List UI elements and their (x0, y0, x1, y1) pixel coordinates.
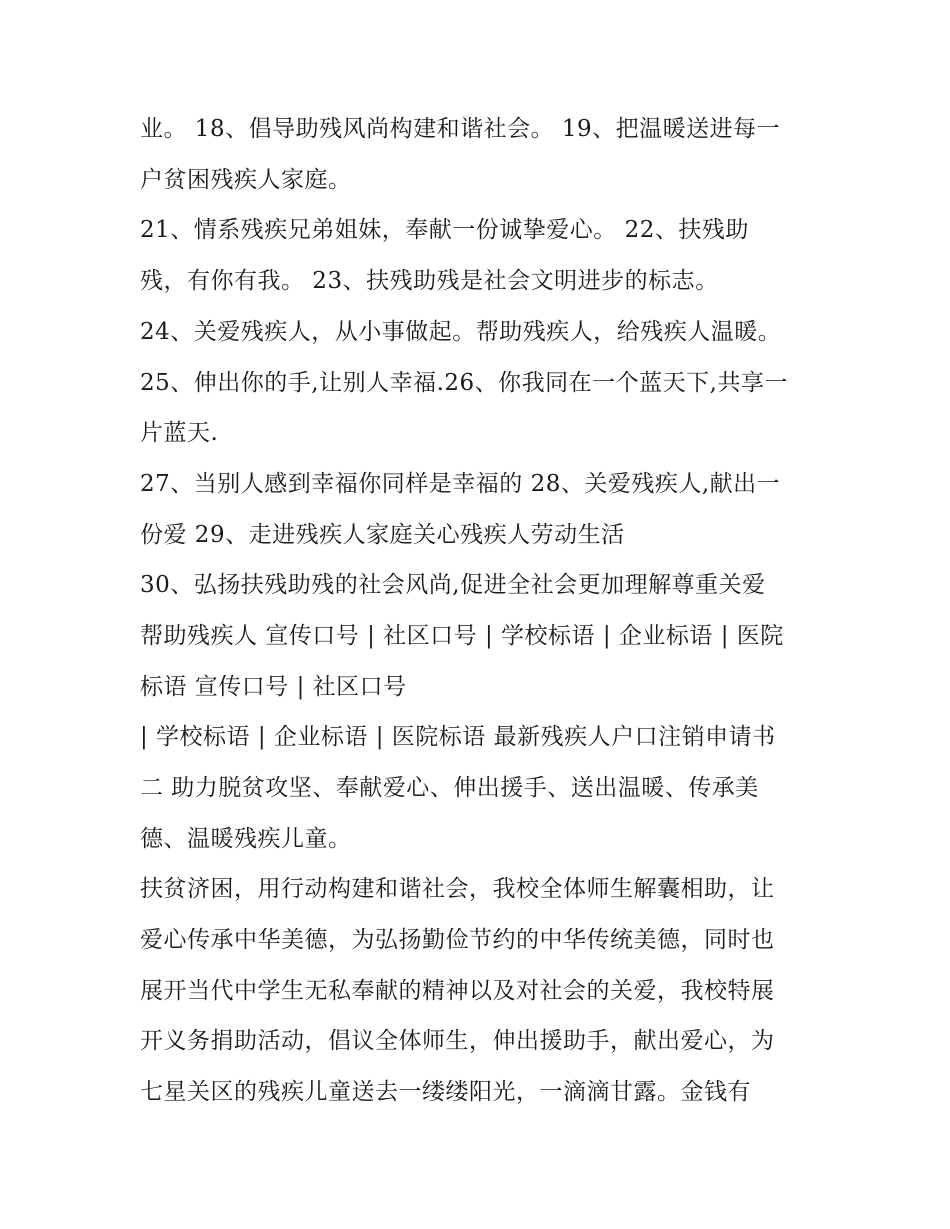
text-line: 残，有你有我。 23、扶残助残是社会文明进步的标志。 (140, 268, 719, 294)
text-line: 扶贫济困，用行动构建和谐社会，我校全体师生解囊相助，让 (140, 876, 775, 902)
text-line: 七星关区的残疾儿童送去一缕缕阳光，一滴滴甘露。金钱有 (140, 1079, 751, 1105)
text-line: 帮助残疾人 宣传口号 | 社区口号 | 学校标语 | 企业标语 | 医院 (140, 623, 784, 649)
text-line: 24、关爱残疾人，从小事做起。帮助残疾人，给残疾人温暖。 (140, 319, 782, 345)
text-line: 25、伸出你的手,让别人幸福.26、你我同在一个蓝天下,共享一 (140, 370, 788, 396)
text-line: 展开当代中学生无私奉献的精神以及对社会的关爱，我校特展 (140, 978, 775, 1004)
text-line: 二 助力脱贫攻坚、奉献爱心、伸出援手、送出温暖、传承美 (140, 775, 759, 801)
text-line: 标语 宣传口号 | 社区口号 (140, 674, 407, 700)
text-line: 德、温暖残疾儿童。 (140, 826, 352, 852)
text-line: 27、当别人感到幸福你同样是幸福的 28、关爱残疾人,献出一 (140, 471, 781, 497)
text-line: 户贫困残疾人家庭。 (140, 167, 352, 193)
text-line: 21、情系残疾兄弟姐妹，奉献一份诚挚爱心。 22、扶残助 (140, 217, 749, 243)
text-line: 片蓝天. (140, 420, 219, 446)
text-line: 30、弘扬扶残助残的社会风尚,促进全社会更加理解尊重关爱 (140, 572, 766, 598)
text-line: 爱心传承中华美德，为弘扬勤俭节约的中华传统美德，同时也 (140, 927, 775, 953)
text-line: | 学校标语 | 企业标语 | 医院标语 最新残疾人户口注销申请书 (140, 724, 776, 750)
text-line: 业。 18、倡导助残风尚构建和谐社会。 19、把温暖送进每一 (140, 116, 781, 142)
text-line: 份爱 29、走进残疾人家庭关心残疾人劳动生活 (140, 522, 625, 548)
text-line: 开义务捐助活动，倡议全体师生，伸出援助手，献出爱心，为 (140, 1028, 775, 1054)
